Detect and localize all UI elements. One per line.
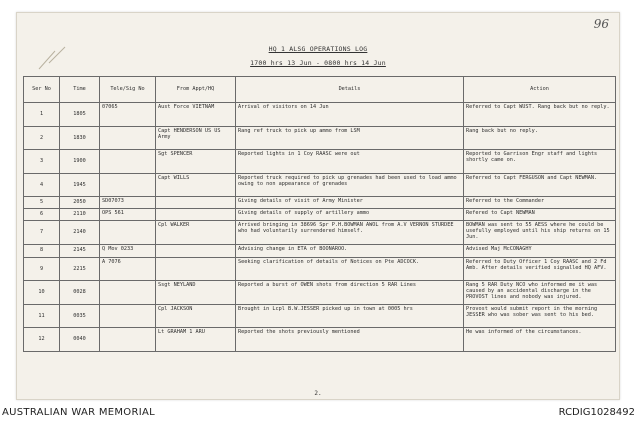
cell-details: Arrival of visitors on 14 Jun (236, 103, 464, 127)
operations-log-table (23, 76, 616, 352)
cell-time: 0040 (60, 328, 100, 352)
cell-ser: 8 (24, 244, 60, 257)
cell-time: 0028 (60, 281, 100, 305)
cell-time: 2050 (60, 197, 100, 209)
table-row (24, 328, 616, 352)
cell-action: BOWMAN was sent to 55 AESS where he could be usefully employed until his ship returns on 15 Jun. (464, 221, 616, 245)
cell-time: 1900 (60, 150, 100, 174)
cell-action: He was informed of the circumstances. (464, 328, 616, 352)
cell-time: 2145 (60, 244, 100, 257)
table-header-row (24, 77, 616, 103)
column-header-time: Time (60, 77, 100, 103)
cell-sig: 07065 (100, 103, 156, 127)
cell-details: Rang ref truck to pick up ammo from LSM (236, 126, 464, 150)
cell-from: Capt WILLS (156, 173, 236, 197)
cell-ser: 4 (24, 173, 60, 197)
cell-details: Giving details of supply of artillery ammo (236, 209, 464, 221)
table-row (24, 281, 616, 305)
column-header-action: Action (464, 77, 616, 103)
cell-ser: 1 (24, 103, 60, 127)
cell-time: 1945 (60, 173, 100, 197)
table-row (24, 197, 616, 209)
cell-details: Reported lights in 1 Coy RAASC were out (236, 150, 464, 174)
cell-details: Giving details of visit of Army Minister (236, 197, 464, 209)
cell-action: Advised Maj McCONAGHY (464, 244, 616, 257)
cell-from (156, 197, 236, 209)
log-title: HQ 1 ALSG OPERATIONS LOG (268, 45, 368, 53)
cell-from (156, 209, 236, 221)
cell-from (156, 244, 236, 257)
table-row (24, 173, 616, 197)
cell-from (156, 257, 236, 281)
cell-sig (100, 173, 156, 197)
cell-details: Arrived bringing in 38696 Spr P.H.BOWMAN AWOL from A.V VERNON STURDEE who had voluntarily surrendered himself. (236, 221, 464, 245)
cell-sig (100, 328, 156, 352)
table-row (24, 150, 616, 174)
cell-sig (100, 304, 156, 328)
cell-action: Rang 5 RAR Duty NCO who informed me it was caused by an accidental discharge in the PROVOST lines and nobody was injured. (464, 281, 616, 305)
cell-action: Reported to Garrison Engr staff and lights shortly came on. (464, 150, 616, 174)
cell-action: Referred to Duty Officer 1 Coy RAASC and 2 Fd Amb. After details verified signalled HQ AFV. (464, 257, 616, 281)
cell-time: 2110 (60, 209, 100, 221)
cell-time: 0035 (60, 304, 100, 328)
column-header-tele-sig-no: Tele/Sig No (100, 77, 156, 103)
cell-time: 2140 (60, 221, 100, 245)
cell-details: Brought in Lcpl B.W.JESSER picked up in town at 0005 hrs (236, 304, 464, 328)
cell-ser: 12 (24, 328, 60, 352)
cell-action: Referred to Capt FERGUSON and Capt NEWMAN. (464, 173, 616, 197)
cell-from: Capt HENDERSON US US Army (156, 126, 236, 150)
cell-details: Reported the shots previously mentioned (236, 328, 464, 352)
table-row (24, 209, 616, 221)
cell-ser: 6 (24, 209, 60, 221)
archive-id: RCDIG1028492 (558, 407, 635, 418)
table-row (24, 221, 616, 245)
handwritten-page-mark: 96 (593, 17, 609, 31)
table-row (24, 103, 616, 127)
cell-sig: Q Mov 0233 (100, 244, 156, 257)
cell-sig: OPS 561 (100, 209, 156, 221)
document-page (16, 12, 620, 400)
cell-ser: 7 (24, 221, 60, 245)
table-row (24, 244, 616, 257)
cell-from: Ssgt NEYLAND (156, 281, 236, 305)
cell-time: 1805 (60, 103, 100, 127)
cell-sig (100, 281, 156, 305)
cell-from: Lt GRAHAM 1 ARU (156, 328, 236, 352)
cell-from: Cpl WALKER (156, 221, 236, 245)
cell-ser: 10 (24, 281, 60, 305)
cell-details: Reported a burst of OWEN shots from direction 5 RAR Lines (236, 281, 464, 305)
cell-details: Advising change in ETA of BOONAROO. (236, 244, 464, 257)
pencil-mark-icon (35, 35, 75, 75)
cell-sig (100, 126, 156, 150)
log-period: 1700 hrs 13 Jun - 0800 hrs 14 Jun (250, 59, 386, 67)
table-row (24, 257, 616, 281)
table-row (24, 304, 616, 328)
page-number: 2. (314, 390, 322, 397)
cell-time: 2215 (60, 257, 100, 281)
cell-ser: 5 (24, 197, 60, 209)
cell-sig (100, 221, 156, 245)
column-header-from: From Appt/HQ (156, 77, 236, 103)
cell-details: Reported truck required to pick up grenades had been used to load ammo owing to non appearance of grenades (236, 173, 464, 197)
cell-sig (100, 150, 156, 174)
archive-credit: AUSTRALIAN WAR MEMORIAL (2, 407, 155, 418)
cell-ser: 9 (24, 257, 60, 281)
column-header-ser-no: Ser No (24, 77, 60, 103)
cell-from: Sgt SPENCER (156, 150, 236, 174)
cell-action: Provost would submit report in the morning JESSER who was sober was sent to his bed. (464, 304, 616, 328)
cell-time: 1830 (60, 126, 100, 150)
cell-sig: A 7076 (100, 257, 156, 281)
column-header-details: Details (236, 77, 464, 103)
cell-action: Referred to the Commander (464, 197, 616, 209)
cell-ser: 2 (24, 126, 60, 150)
cell-from: Cpl JACKSON (156, 304, 236, 328)
table-row (24, 126, 616, 150)
cell-ser: 3 (24, 150, 60, 174)
cell-action: Referred to Capt WUST. Rang back but no reply. (464, 103, 616, 127)
cell-sig: SD07073 (100, 197, 156, 209)
cell-details: Seeking clarification of details of Notices on Pte ADCOCK. (236, 257, 464, 281)
cell-action: Rang back but no reply. (464, 126, 616, 150)
cell-from: Aust Force VIETNAM (156, 103, 236, 127)
cell-ser: 11 (24, 304, 60, 328)
cell-action: Refered to Capt NEWMAN (464, 209, 616, 221)
